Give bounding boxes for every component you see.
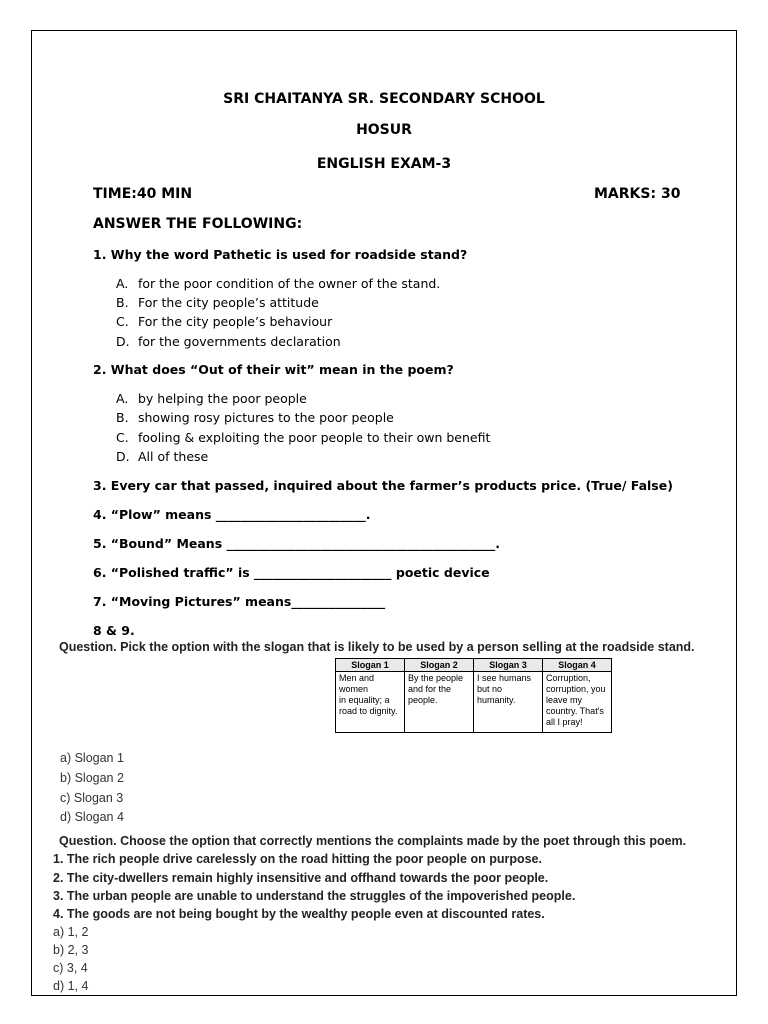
option-text: For the city people’s attitude	[138, 295, 319, 310]
slogan-line: leave my	[546, 695, 583, 705]
slogan-question: Question. Pick the option with the slogan that is likely to be used by a person selling at the roadside stand.	[59, 640, 695, 654]
complaint-statement-2: 2. The city-dwellers remain highly insensitive and offhand towards the poor people.	[53, 871, 549, 885]
slogan-4-cell	[543, 672, 612, 733]
exam-time: TIME:40 MIN	[93, 186, 193, 202]
option-text: showing rosy pictures to the poor people	[138, 410, 394, 425]
slogan-header: Slogan 4	[543, 659, 612, 672]
instruction: ANSWER THE FOLLOWING:	[93, 216, 303, 232]
slogan-1-cell	[336, 672, 405, 733]
complaint-question: Question. Choose the option that correctly mentions the complaints made by the poet through this poem.	[59, 834, 687, 848]
option-letter: D.	[116, 449, 130, 464]
option-letter: B.	[116, 410, 129, 425]
slogan-line: all I pray!	[546, 717, 583, 727]
complaint-option-c: c) 3, 4	[53, 961, 88, 975]
question-3: 3. Every car that passed, inquired about the farmer’s products price. (True/ False)	[93, 478, 673, 493]
question-8-9: 8 & 9.	[93, 623, 135, 638]
option-letter: D.	[116, 334, 130, 349]
slogan-line: I see humans	[477, 673, 532, 683]
complaint-option-a: a) 1, 2	[53, 925, 89, 939]
slogan-header: Slogan 2	[405, 659, 474, 672]
slogan-table-row	[336, 672, 612, 733]
option-text: for the governments declaration	[138, 334, 341, 349]
q1-option-c	[116, 314, 332, 329]
option-text: All of these	[138, 449, 209, 464]
complaint-statement-1: 1. The rich people drive carelessly on the road hitting the poor people on purpose.	[53, 852, 542, 866]
slogan-option-c: c) Slogan 3	[60, 791, 124, 805]
question-2: 2. What does “Out of their wit” mean in the poem?	[93, 362, 454, 377]
question-7: 7. “Moving Pictures” means_______________	[93, 594, 386, 609]
slogan-table	[335, 658, 612, 733]
slogan-line: corruption, you	[546, 684, 606, 694]
slogan-table-header	[336, 659, 612, 672]
slogan-line: but no	[477, 684, 503, 694]
slogan-line: and for the	[408, 684, 452, 694]
q2-option-d	[116, 449, 208, 464]
option-letter: C.	[116, 314, 129, 329]
option-letter: B.	[116, 295, 129, 310]
slogan-header: Slogan 1	[336, 659, 405, 672]
exam-marks: MARKS: 30	[594, 186, 681, 202]
city-name: HOSUR	[356, 122, 412, 138]
question-4: 4. “Plow” means ________________________.	[93, 507, 371, 522]
q2-option-c	[116, 430, 490, 445]
option-letter: A.	[116, 391, 129, 406]
school-name: SRI CHAITANYA SR. SECONDARY SCHOOL	[223, 91, 545, 107]
slogan-line: people.	[408, 695, 438, 705]
q2-option-a	[116, 391, 307, 406]
slogan-line: country. That's	[546, 706, 604, 716]
option-letter: C.	[116, 430, 129, 445]
option-text: by helping the poor people	[138, 391, 307, 406]
complaint-option-b: b) 2, 3	[53, 943, 89, 957]
complaint-statement-4: 4. The goods are not being bought by the wealthy people even at discounted rates.	[53, 907, 545, 921]
option-text: For the city people’s behaviour	[138, 314, 333, 329]
slogan-line: humanity.	[477, 695, 516, 705]
slogan-header: Slogan 3	[474, 659, 543, 672]
option-text: for the poor condition of the owner of the stand.	[138, 276, 441, 291]
q2-option-b	[116, 410, 394, 425]
exam-sheet	[31, 30, 737, 996]
slogan-line: By the people	[408, 673, 464, 683]
q1-option-a	[116, 276, 440, 291]
exam-title: ENGLISH EXAM-3	[316, 156, 452, 172]
q1-option-d	[116, 334, 341, 349]
slogan-option-d: d) Slogan 4	[60, 810, 124, 824]
slogan-option-b: b) Slogan 2	[60, 771, 124, 785]
question-5: 5. “Bound” Means ___________________________________________.	[93, 536, 500, 551]
slogan-option-a: a) Slogan 1	[60, 751, 124, 765]
question-1: 1. Why the word Pathetic is used for roadside stand?	[93, 247, 468, 262]
slogan-line: road to dignity.	[339, 706, 398, 716]
slogan-line: Corruption,	[546, 673, 591, 683]
question-6: 6. “Polished traffic” is ______________________ poetic device	[93, 565, 490, 580]
complaint-statement-3: 3. The urban people are unable to understand the struggles of the impoverished people.	[53, 889, 576, 903]
slogan-3-cell	[474, 672, 543, 733]
slogan-2-cell	[405, 672, 474, 733]
slogan-line: Men and women	[339, 673, 375, 694]
option-letter: A.	[116, 276, 129, 291]
complaint-option-d: d) 1, 4	[53, 979, 89, 993]
q1-option-b	[116, 295, 319, 310]
option-text: fooling & exploiting the poor people to their own benefit	[138, 430, 491, 445]
slogan-line: in equality; a	[339, 695, 390, 705]
